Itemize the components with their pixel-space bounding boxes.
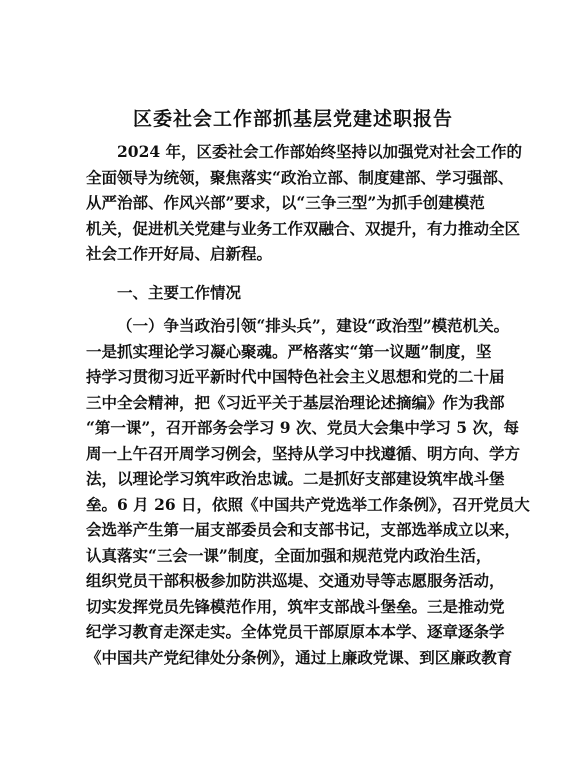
section-heading-block: [86, 280, 506, 306]
text-line: 从严治部、作风兴部”要求，以“三争三型”为抓手创建模范: [86, 193, 485, 212]
text-line: 组织党员干部积极参加防洪巡堤、交通劝导等志愿服务活动，: [86, 571, 505, 590]
subsection-heading: （一）争当政治引领“排头兵”，建设“政治型”模范机关。: [117, 316, 510, 335]
section-paragraph: [86, 313, 530, 670]
text-line: 垒。6 月 26 日，依照《中国共产党选举工作条例》，召开党员大: [86, 494, 530, 514]
text-line: 切实发挥党员先锋模范作用，筑牢支部战斗堡垒。三是推动党: [86, 596, 505, 616]
text-line: 三中全会精神，把《习近平关于基层治理论述摘编》作为我部: [86, 392, 505, 412]
text-line: “第一课”，召开部务会学习 9 次、党员大会集中学习 5 次，每: [86, 418, 519, 437]
text-line: 会选举产生第一届支部委员会和支部书记，支部选举成立以来，: [86, 520, 521, 539]
text-line: 《中国共产党纪律处分条例》，通过上廉政党课、到区廉政教育: [86, 647, 513, 667]
text-line: 2024 年，区委社会工作部始终坚持以加强党对社会工作的: [117, 142, 523, 161]
text-line: 机关，促进机关党建与业务工作双融合、双提升，有力推动全区: [86, 218, 521, 238]
text-line: 纪学习教育走深走实。全体党员干部原原本本学、逐章逐条学: [86, 622, 505, 641]
document-title: 区委社会工作部抓基层党建述职报告: [132, 108, 453, 130]
intro-paragraph: [86, 139, 523, 267]
section-heading: 一、主要工作情况: [117, 283, 242, 302]
text-line: 周一上午召开周学习例会，坚持从学习中找遵循、明方向、学方: [86, 443, 521, 463]
text-line: 全面领导为统领，聚焦落实“政治立部、制度建部、学习强部、: [86, 167, 514, 187]
text-line: 认真落实“三会一课”制度，全面加强和规范党内政治生活，: [86, 545, 492, 565]
text-line: 法，以理论学习筑牢政治忠诚。二是抓好支部建设筑牢战斗堡: [86, 469, 505, 488]
text-line: 社会工作开好局、启新程。: [86, 244, 273, 263]
text-line: 一是抓实理论学习凝心聚魂。严格落实“第一议题”制度，坚: [86, 341, 492, 361]
text-line: 持学习贯彻习近平新时代中国特色社会主义思想和党的二十届: [86, 367, 505, 386]
